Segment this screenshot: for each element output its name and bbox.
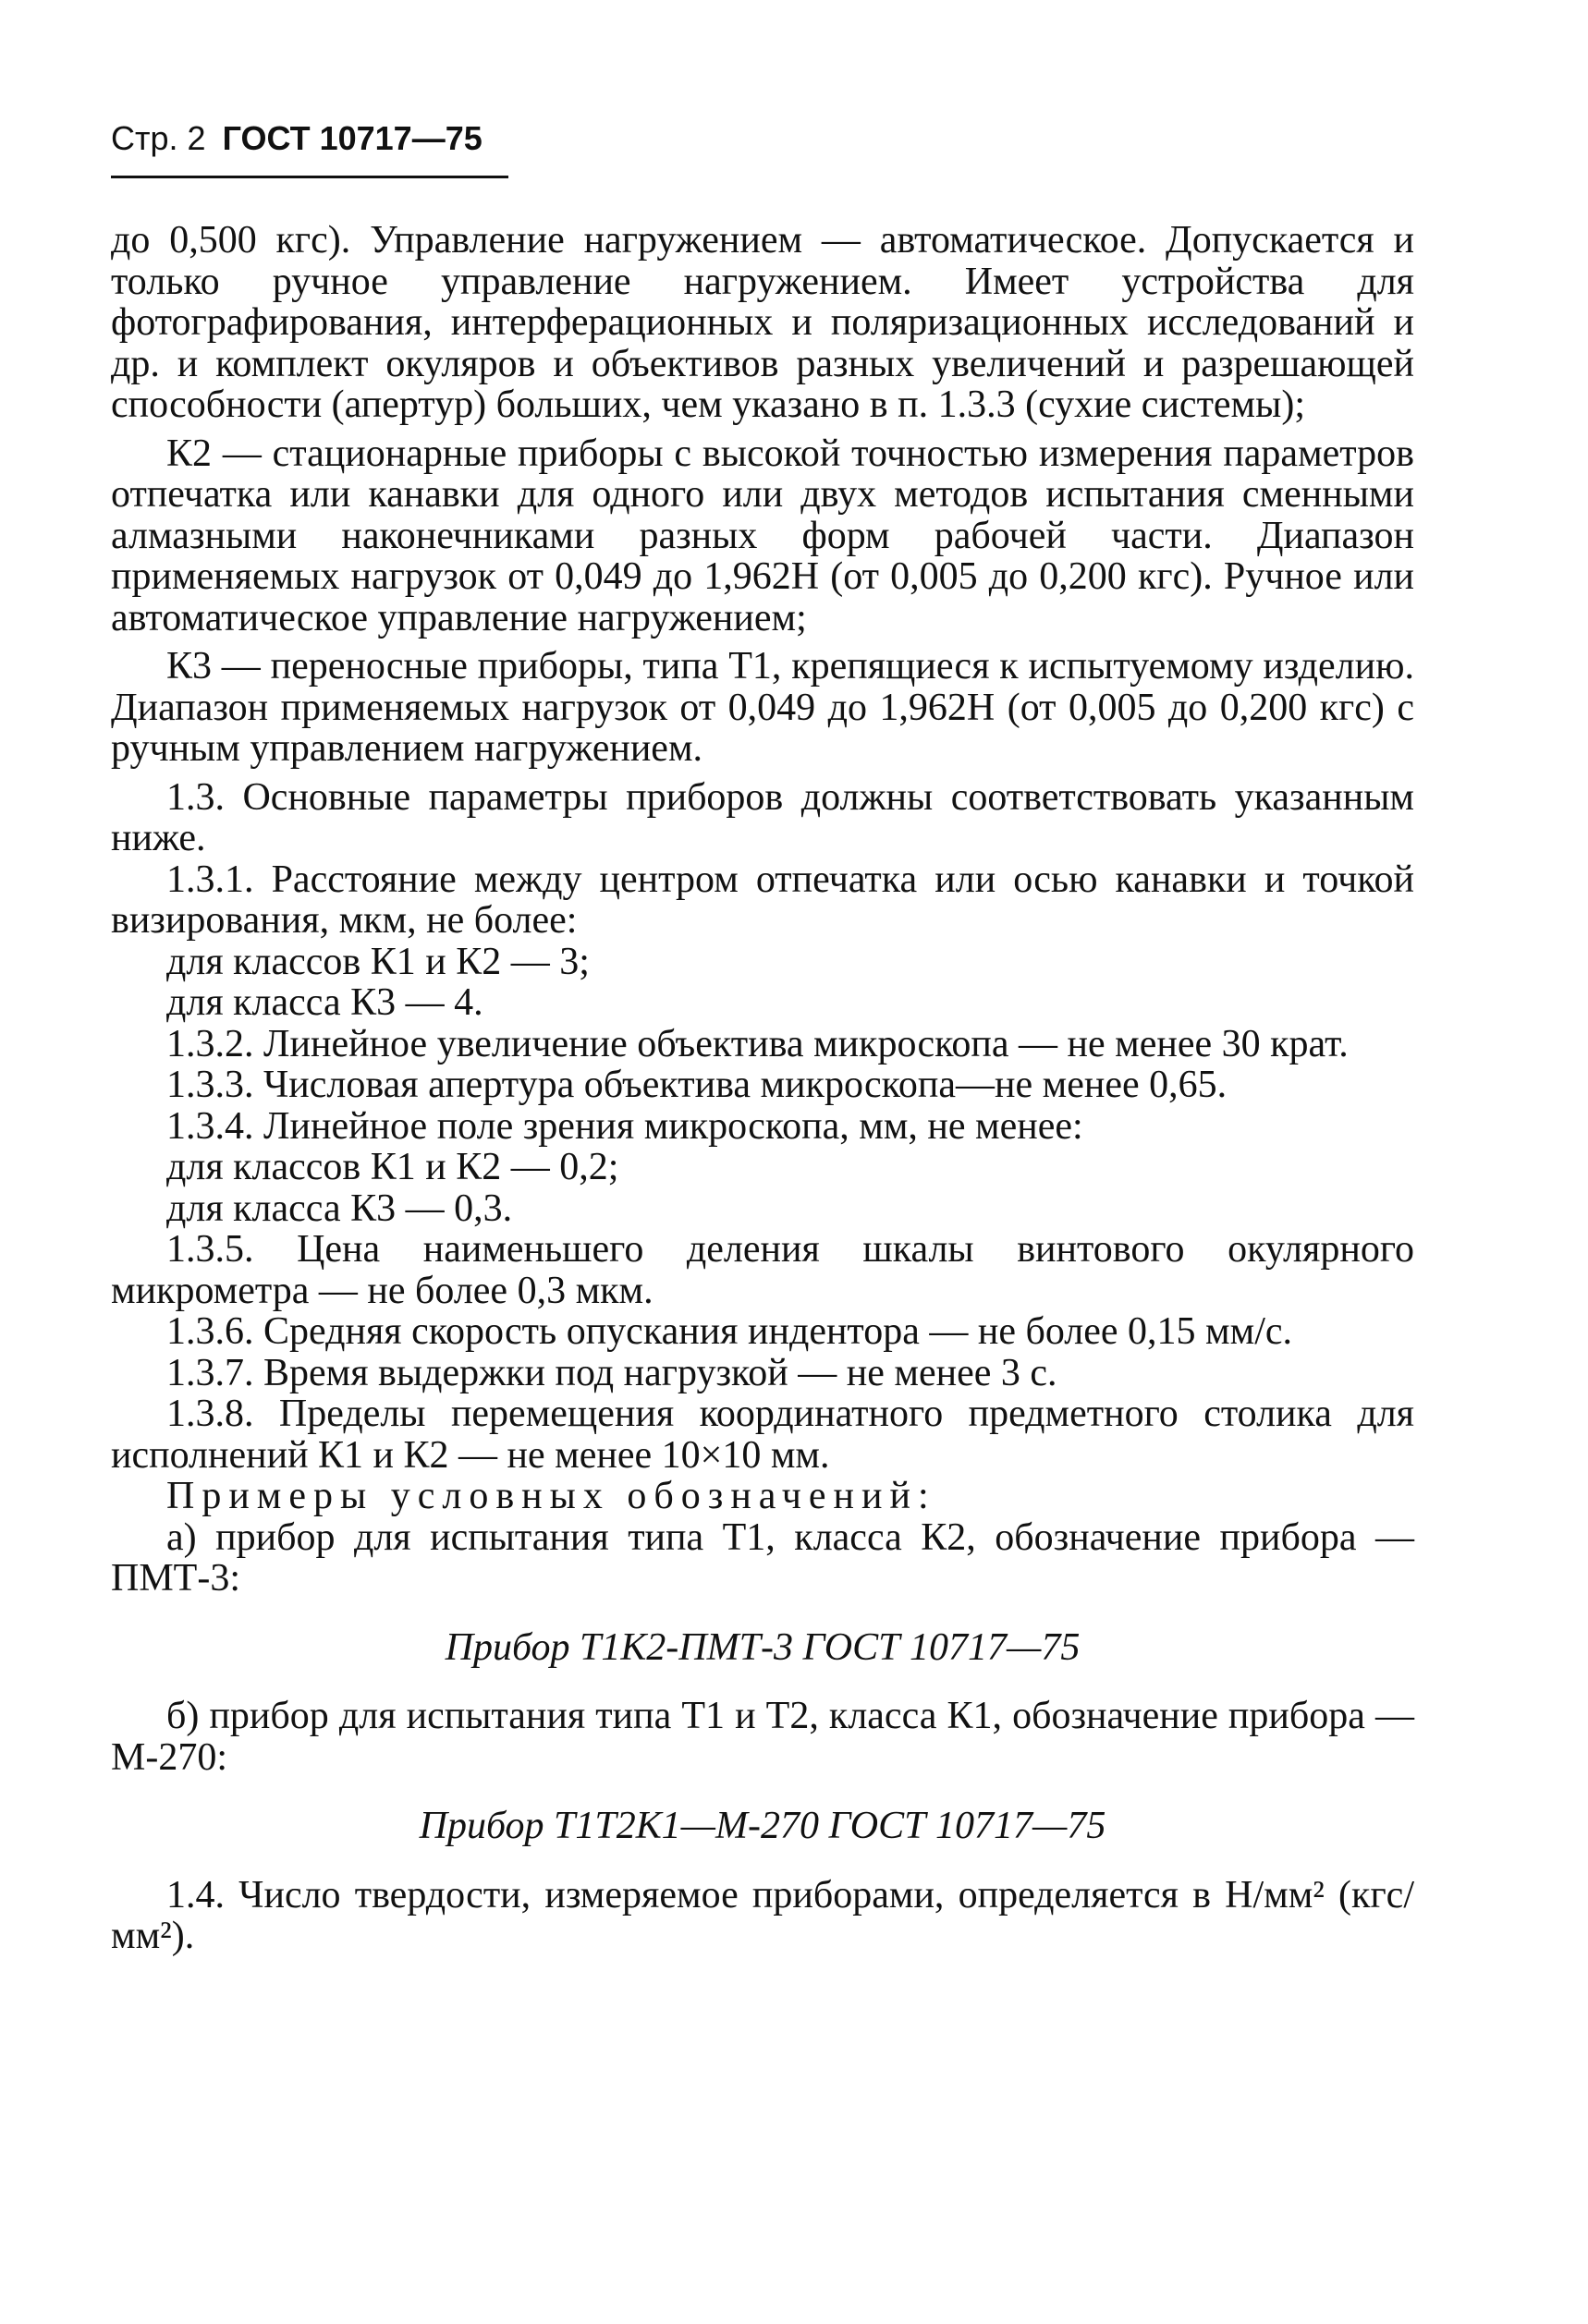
list-item-class-k3: для класса К3 — 4. (166, 981, 483, 1024)
page-number: Стр. 2 (111, 119, 206, 157)
paragraph-class-k3: К3 — переносные приборы, типа Т1, крепящиеся к испытуемому изделию. Диапазон применяемых нагрузок от 0,049 до 1,962Н (от 0,005 до 0,200 кгс) с ручным управлением нагружением. (111, 645, 1414, 770)
paragraph-1-3-4: 1.3.4. Линейное поле зрения микроскопа, мм, не менее: (166, 1104, 1083, 1148)
designation-example-b: Прибор Т1Т2К1—М-270 ГОСТ 10717—75 (419, 1805, 1106, 1847)
list-item-field-k1-k2: для классов К1 и К2 — 0,2; (166, 1146, 619, 1188)
header-divider (111, 176, 508, 178)
document-body (111, 220, 1414, 1957)
paragraph-1-4: 1.4. Число твердости, измеряемое приборами, определяется в Н/мм² (кгс/мм²). (111, 1873, 1414, 1957)
paragraph-1-3-5: 1.3.5. Цена наименьшего деления шкалы винтового окулярного микрометра — не более 0,3 мкм. (111, 1228, 1414, 1312)
examples-heading: Примеры условных обозначений: (166, 1475, 936, 1517)
list-item-field-k3: для класса К3 — 0,3. (166, 1186, 513, 1230)
paragraph-1-3-3: 1.3.3. Числовая апертура объектива микроскопа—не менее 0,65. (166, 1064, 1228, 1106)
paragraph-1-3-2: 1.3.2. Линейное увеличение объектива микроскопа — не менее 30 крат. (166, 1022, 1349, 1065)
paragraph-1-3-6: 1.3.6. Средняя скорость опускания индентора — не более 0,15 мм/с. (166, 1310, 1293, 1353)
paragraph-class-k2: К2 — стационарные приборы с высокой точностью измерения параметров отпечатка или канавки для одного или двух методов испытания сменными алмазными наконечниками разных форм рабочей части. Диапазон применяемых нагрузок от 0,049 до 1,962Н (от 0,005 до 0,200 кгс). Ручное или автоматическое управление нагружением; (111, 432, 1414, 639)
page-header (111, 118, 483, 159)
paragraph-1-3: 1.3. Основные параметры приборов должны соответствовать указанным ниже. (111, 775, 1414, 859)
example-b: б) прибор для испытания типа Т1 и Т2, класса К1, обозначение прибора — М-270: (111, 1695, 1414, 1779)
paragraph-1-3-1: 1.3.1. Расстояние между центром отпечатка или осью канавки и точкой визирования, мкм, не более: (111, 858, 1414, 942)
paragraph-continuation: до 0,500 кгс). Управление нагружением — автоматическое. Допускается и только ручное управление нагружением. Имеет устройства для фотографирования, интерферационных и поляризационных исследований и др. и комплект окуляров и объективов разных увеличений и разрешающей способности (апертур) больших, чем указано в п. 1.3.3 (сухие системы); (111, 219, 1414, 426)
designation-example-a: Прибор Т1К2-ПМТ-3 ГОСТ 10717—75 (445, 1625, 1081, 1669)
paragraph-1-3-8: 1.3.8. Пределы перемещения координатного предметного столика для исполнений К1 и К2 — не менее 10×10 мм. (111, 1393, 1414, 1477)
paragraph-1-3-7: 1.3.7. Время выдержки под нагрузкой — не менее 3 с. (166, 1351, 1057, 1394)
standard-number: ГОСТ 10717—75 (222, 119, 483, 157)
example-a: а) прибор для испытания типа Т1, класса К2, обозначение прибора — ПМТ-3: (111, 1515, 1414, 1600)
list-item-classes-k1-k2: для классов К1 и К2 — 3; (166, 940, 590, 983)
